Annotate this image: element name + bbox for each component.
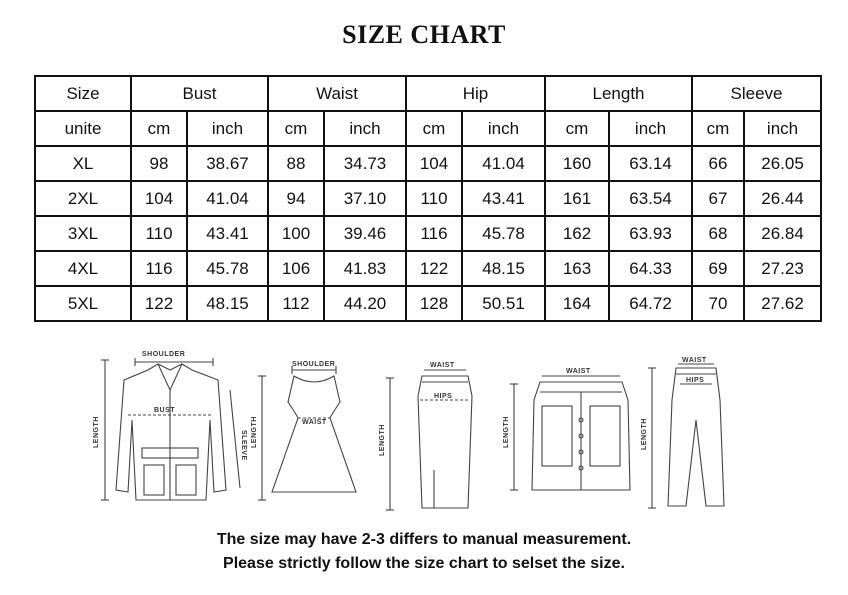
table-cell: 41.04 (462, 146, 545, 181)
unit-row (35, 111, 821, 146)
table-cell: 164 (545, 286, 609, 321)
table-cell: 43.41 (187, 216, 268, 251)
header-cell: Waist (268, 76, 406, 111)
waist-label: WAIST (430, 362, 455, 369)
size-label: XL (35, 146, 131, 181)
unit-cell: inch (187, 111, 268, 146)
table-cell: 112 (268, 286, 324, 321)
unit-label: unite (35, 111, 131, 146)
header-cell: Bust (131, 76, 268, 111)
header-cell: Hip (406, 76, 545, 111)
table-cell: 48.15 (187, 286, 268, 321)
unit-cell: inch (462, 111, 545, 146)
unit-cell: inch (744, 111, 821, 146)
table-cell: 163 (545, 251, 609, 286)
table-cell: 67 (692, 181, 744, 216)
table-cell: 69 (692, 251, 744, 286)
unit-cell: cm (692, 111, 744, 146)
size-label: 2XL (35, 181, 131, 216)
table-cell: 162 (545, 216, 609, 251)
measurement-note: The size may have 2-3 differs to manual measurement. (216, 531, 632, 548)
table-cell: 104 (406, 146, 462, 181)
table-cell: 116 (406, 216, 462, 251)
table-cell: 104 (131, 181, 187, 216)
table-cell: 64.72 (609, 286, 692, 321)
length-label: LENGTH (641, 418, 648, 450)
table-cell: 41.83 (324, 251, 406, 286)
table-cell: 94 (268, 181, 324, 216)
size-label: 4XL (35, 251, 131, 286)
table-cell: 45.78 (462, 216, 545, 251)
size-table (34, 75, 822, 322)
table-row (35, 251, 821, 286)
waist-label: WAIST (302, 419, 327, 426)
table-cell: 88 (268, 146, 324, 181)
header-row (35, 76, 821, 111)
hips-label: HIPS (686, 377, 705, 384)
size-selection-note: Please strictly follow the size chart to selset the size. (223, 555, 625, 572)
table-cell: 34.73 (324, 146, 406, 181)
table-cell: 116 (131, 251, 187, 286)
unit-cell: cm (406, 111, 462, 146)
bust-label: BUST (154, 407, 176, 414)
table-cell: 27.23 (744, 251, 821, 286)
unit-cell: inch (324, 111, 406, 146)
table-cell: 66 (692, 146, 744, 181)
header-cell: Length (545, 76, 692, 111)
table-cell: 100 (268, 216, 324, 251)
table-cell: 161 (545, 181, 609, 216)
table-cell: 70 (692, 286, 744, 321)
table-cell: 41.04 (187, 181, 268, 216)
table-row (35, 216, 821, 251)
measurement-illustrations (30, 340, 820, 530)
garment-diagrams (30, 340, 820, 530)
waist-label: WAIST (682, 357, 707, 364)
pencil-skirt-diagram (386, 370, 472, 510)
unit-cell: inch (609, 111, 692, 146)
table-cell: 63.54 (609, 181, 692, 216)
table-cell: 64.33 (609, 251, 692, 286)
table-cell: 38.67 (187, 146, 268, 181)
length-label: LENGTH (251, 416, 258, 448)
page-title: SIZE CHART (342, 20, 506, 49)
table-row (35, 146, 821, 181)
table-cell: 50.51 (462, 286, 545, 321)
table-row (35, 286, 821, 321)
table-row (35, 181, 821, 216)
length-label: LENGTH (503, 416, 510, 448)
shoulder-label: SHOULDER (142, 351, 186, 358)
table-cell: 110 (406, 181, 462, 216)
pants-diagram (648, 364, 724, 508)
table-cell: 26.44 (744, 181, 821, 216)
unit-cell: cm (131, 111, 187, 146)
table-cell: 160 (545, 146, 609, 181)
table-cell: 27.62 (744, 286, 821, 321)
table-cell: 48.15 (462, 251, 545, 286)
table-cell: 98 (131, 146, 187, 181)
length-label: LENGTH (379, 424, 386, 456)
hips-label: HIPS (434, 393, 453, 400)
unit-cell: cm (545, 111, 609, 146)
sleeve-label: SLEEVE (240, 430, 247, 461)
table-cell: 37.10 (324, 181, 406, 216)
table-cell: 63.14 (609, 146, 692, 181)
table-cell: 45.78 (187, 251, 268, 286)
jacket-diagram (101, 358, 240, 500)
table-cell: 110 (131, 216, 187, 251)
table-cell: 44.20 (324, 286, 406, 321)
denim-skirt-diagram (510, 376, 630, 490)
header-cell: Sleeve (692, 76, 821, 111)
table-cell: 39.46 (324, 216, 406, 251)
table-cell: 43.41 (462, 181, 545, 216)
unit-cell: cm (268, 111, 324, 146)
table-cell: 106 (268, 251, 324, 286)
size-label: 3XL (35, 216, 131, 251)
size-label: 5XL (35, 286, 131, 321)
table-cell: 63.93 (609, 216, 692, 251)
length-label: LENGTH (93, 416, 100, 448)
table-cell: 26.84 (744, 216, 821, 251)
table-cell: 128 (406, 286, 462, 321)
header-cell: Size (35, 76, 131, 111)
waist-label: WAIST (566, 368, 591, 375)
table-cell: 122 (406, 251, 462, 286)
shoulder-label: SHOULDER (292, 361, 336, 368)
table-cell: 26.05 (744, 146, 821, 181)
dress-diagram (258, 366, 356, 500)
table-cell: 122 (131, 286, 187, 321)
table-cell: 68 (692, 216, 744, 251)
